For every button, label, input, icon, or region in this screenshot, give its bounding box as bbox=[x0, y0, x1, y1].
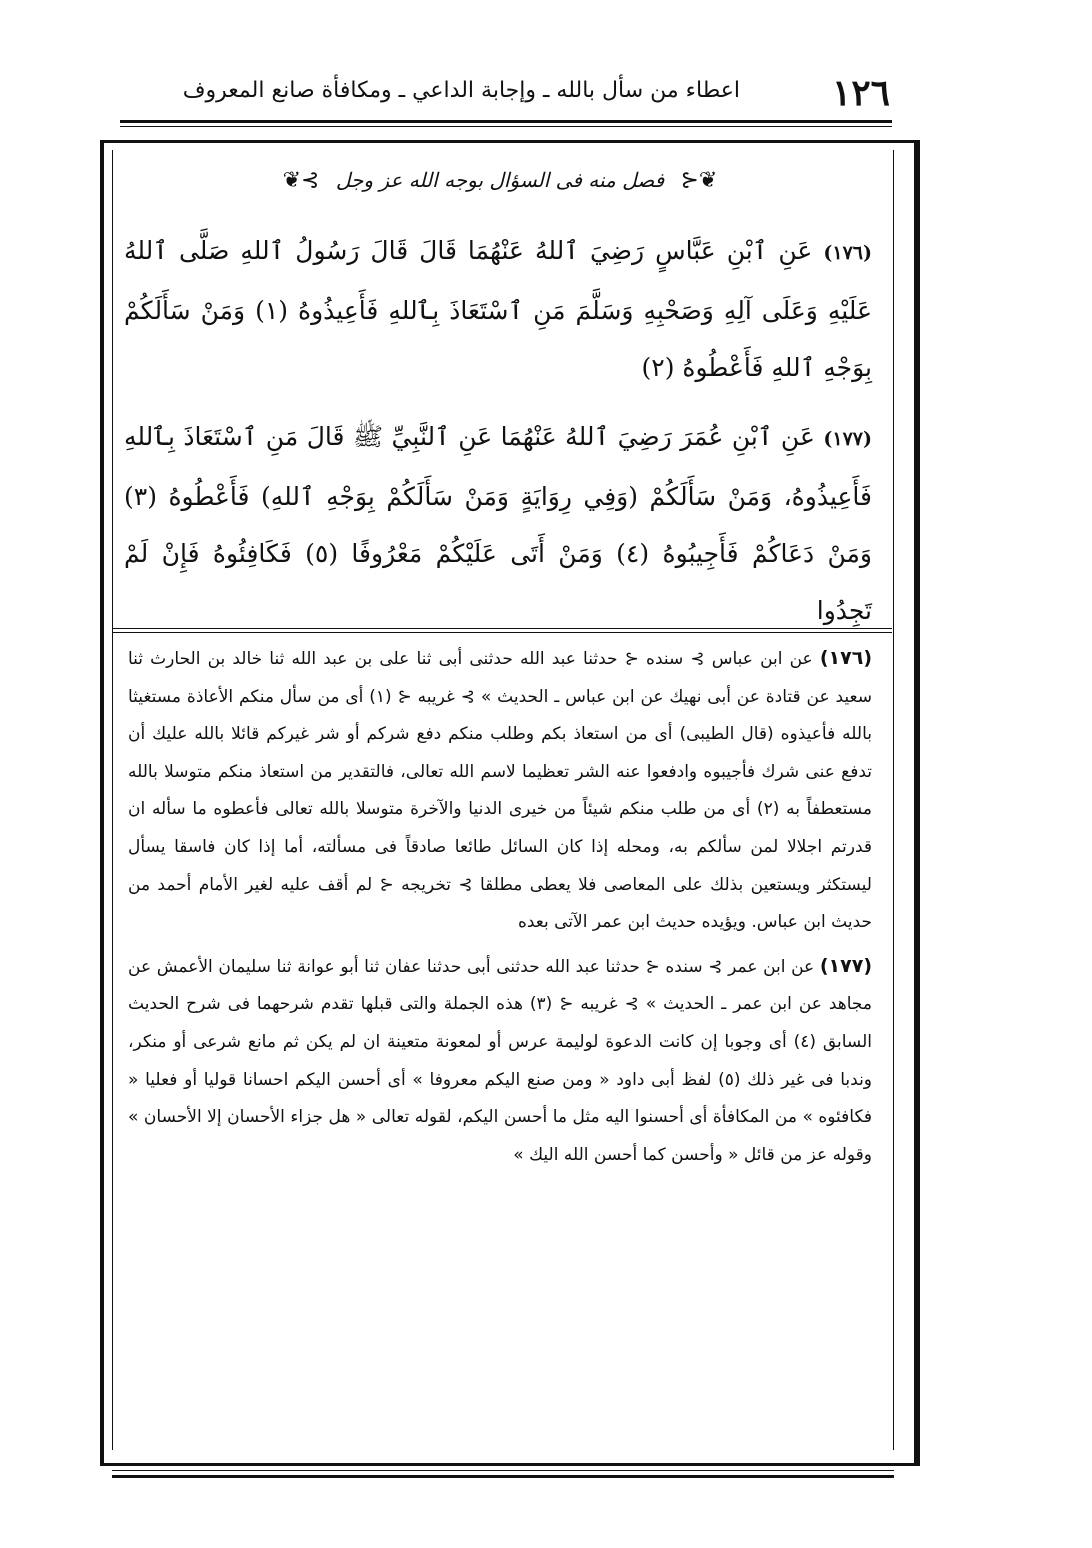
ornament-icon: ⊱❦ bbox=[282, 168, 320, 193]
hadith-text: عَنِ ٱبْنِ عُمَرَ رَضِيَ ٱللهُ عَنْهُمَا عَنِ ٱلنَّبِيِّ ﷺ قَالَ مَنِ ٱسْتَعَاذَ بِٱللهِ فَأَعِيذُوهُ، وَمَنْ سَأَلَكُمْ (وَفِي رِوَايَةٍ وَمَنْ سَأَلَكُمْ بِوَجْهِ ٱللهِ) فَأَعْطُوهُ (٣) وَمَنْ دَعَاكُمْ فَأَجِيبُوهُ (٤) وَمَنْ أَتَى عَلَيْكُمْ مَعْرُوفًا (٥) فَكَافِئُوهُ فَإِنْ لَمْ تَجِدُوا bbox=[124, 422, 873, 625]
ornament-icon: ❦⊰ bbox=[680, 168, 718, 193]
running-title: اعطاء من سأل بالله ـ وإجابة الداعي ـ ومكافأة صانع المعروف bbox=[182, 78, 740, 103]
commentary-text: عن ابن عباس ⊱ سنده ⊰ حدثنا عبد الله حدثنى أبى ثنا على بن عبد الله ثنا خالد بن الحارث ثنا سعيد عن قتادة عن أبى نهيك عن ابن عباس ـ الحديث » ⊱ غريبه ⊰ (١) أى من سأل منكم الأعاذة مستغيثا بالله فأعيذوه (قال الطيبى) أى من استعاذ بكم وطلب منكم دفع شركم أو شر غيركم قائلا بالله عليك أن تدفع عنى شرك فأجيبوه وادفعوا عنه الشر تعظيما لاسم الله تعالى، فالتقدير من استعاذ منكم متوسلا بالله مستعطفاً به (٢) أى من طلب منكم شيئاً من خيرى الدنيا والآخرة متوسلا بالله تعالى فأعطوه ما سأله ان قدرتم اجلالا لمن سألكم به، ومحله إذا كان السائل طائعا صادقاً فى مسألته، أما إذا كان فاسقا يسأل ليستكثر ويستعين بذلك على المعاصى فلا يعطى مطلقا ⊱ تخريجه ⊰ لم أقف عليه لغير الأمام أحمد من حديث ابن عباس. ويؤيده حديث ابن عمر الآتى بعده bbox=[128, 649, 872, 933]
commentary-paragraph bbox=[128, 948, 872, 1175]
hadith-number: (١٧٧) bbox=[823, 428, 872, 450]
section-heading bbox=[200, 168, 800, 208]
hadith-text-block bbox=[124, 222, 872, 651]
hadith-paragraph bbox=[124, 222, 872, 396]
section-divider bbox=[112, 628, 892, 633]
commentary-number: (١٧٧) bbox=[819, 954, 873, 977]
header-rule-thick bbox=[120, 120, 892, 123]
hadith-text: عَنِ ٱبْنِ عَبَّاسٍ رَضِيَ ٱللهُ عَنْهُمَا قَالَ قَالَ رَسُولُ ٱللهِ صَلَّى ٱللهُ عَلَيْهِ وَعَلَى آلِهِ وَصَحْبِهِ وَسَلَّمَ مَنِ ٱسْتَعَاذَ بِٱللهِ فَأَعِيذُوهُ (١) وَمَنْ سَأَلَكُمْ بِوَجْهِ ٱللهِ فَأَعْطُوهُ (٢) bbox=[124, 236, 872, 382]
section-title: فصل منه فى السؤال بوجه الله عز وجل bbox=[335, 168, 665, 192]
commentary-block bbox=[128, 640, 872, 1180]
page-header bbox=[120, 70, 890, 114]
hadith-paragraph bbox=[124, 408, 872, 639]
commentary-paragraph bbox=[128, 640, 872, 942]
header-rule-thin bbox=[120, 126, 892, 127]
commentary-text: عن ابن عمر ⊱ سنده ⊰ حدثنا عبد الله حدثنى أبى حدثنا عفان ثنا أبو عوانة ثنا سليمان الأعمش عن مجاهد عن ابن عمر ـ الحديث » ⊱ غريبه ⊰ (٣) هذه الجملة والتى قبلها تقدم شرحهما فى شرح الحديث السابق (٤) أى وجوبا إن كانت الدعوة لوليمة عرس أو لمعونة متعينة ان لم يكن ثم مانع شرعى أو منكر، وندبا فى غير ذلك (٥) لفظ أبى داود « ومن صنع اليكم معروفا » أى أحسن اليكم احسانا قوليا أو فعليا « فكافئوه » من المكافأة أى أحسنوا اليه مثل ما أحسن اليكم، لقوله تعالى « هل جزاء الأحسان إلا الأحسان » وقوله عز من قائل « وأحسن كما أحسن الله اليك » bbox=[128, 956, 873, 1165]
footer-rule-thick bbox=[112, 1475, 894, 1478]
page-number: ١٢٦ bbox=[831, 72, 890, 114]
hadith-number: (١٧٦) bbox=[823, 242, 873, 264]
footer-rule-thin bbox=[112, 1470, 894, 1471]
commentary-number: (١٧٦) bbox=[819, 647, 873, 669]
